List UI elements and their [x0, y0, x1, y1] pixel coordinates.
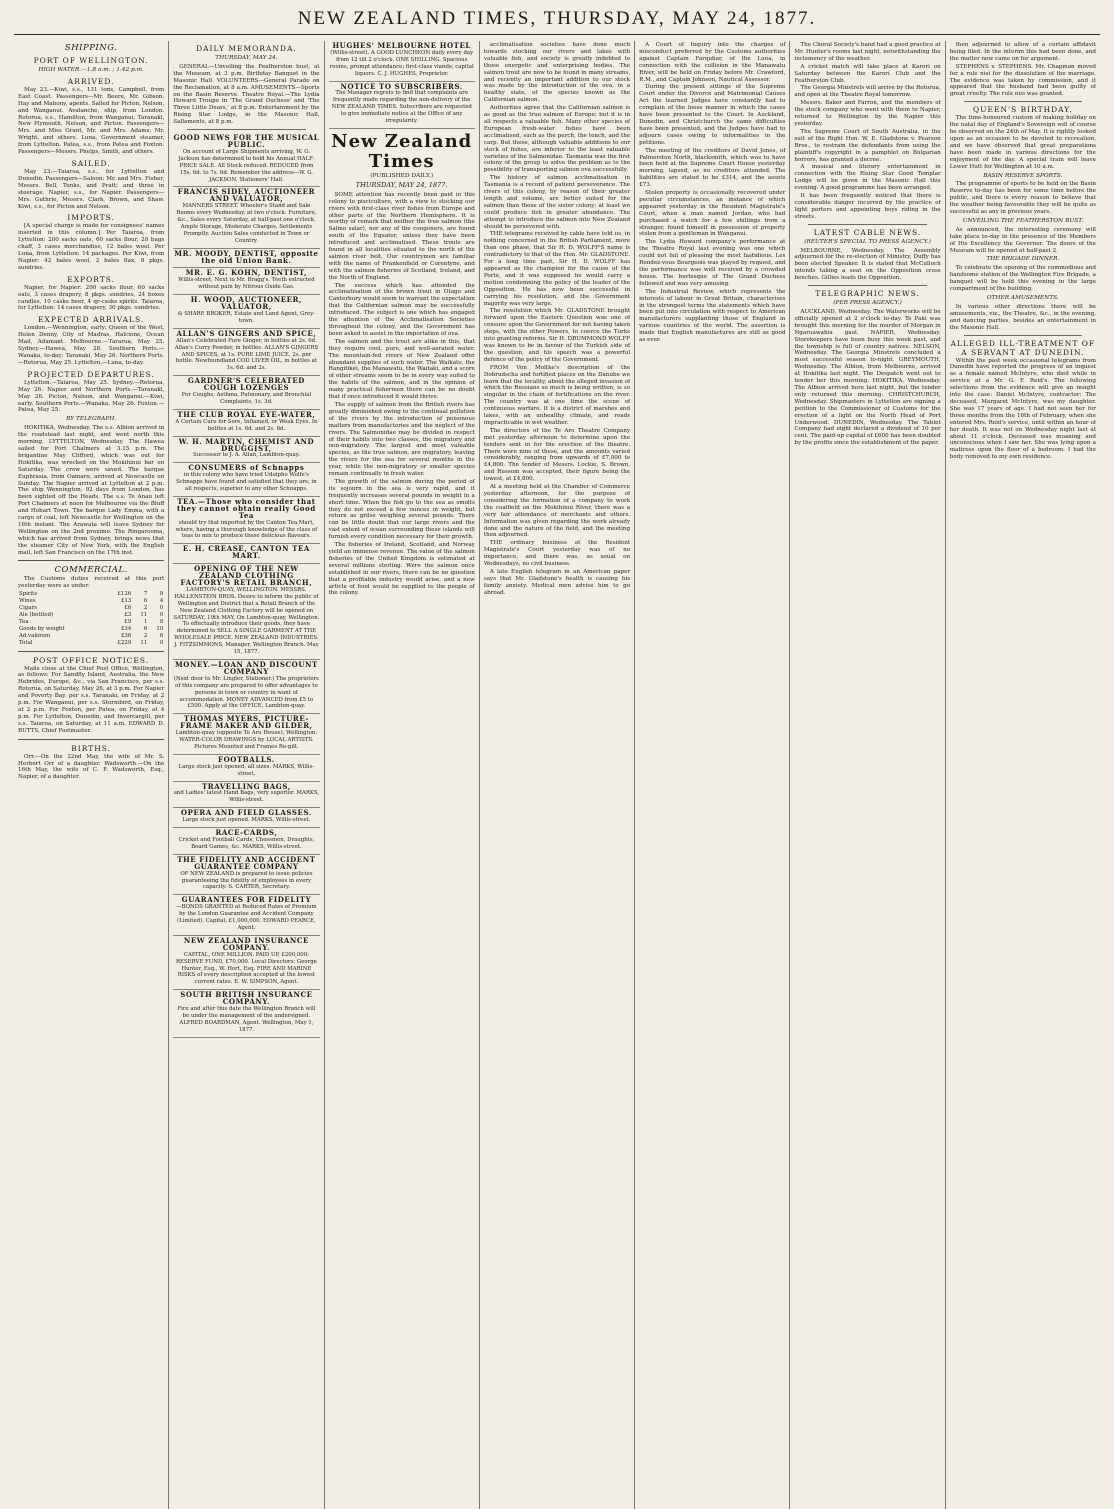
customs-cell: £126 — [117, 591, 132, 598]
advertisement — [173, 808, 319, 828]
article-paragraph: The meeting of the creditors of David Jones, of Palmerston North, blacksmith, which was to have been held at the Supreme Court House yesterday morning, lapsed, as no creditors attended. The liabilities are stated to be £314, and the assets £73. — [639, 147, 786, 189]
ad-heading: MONEY.—LOAN AND DISCOUNT COMPANY — [174, 659, 318, 676]
advertisement — [173, 990, 319, 1037]
article-paragraph: During the present sittings of the Supreme Court under the Divorce and Matrimonial Causes Act the learned Judges have constantly had to complain of the loose manner in which the cases have been presented to the Court. In Auckland, Dunedin, and Christchurch the same difficulties have been presented, and the Judges have had to adjourn cases owing to informalities in the petitions. — [639, 84, 786, 146]
daily-memoranda-text: GENERAL—Unveiling the Featherston bust, at the Museum, at 3 p.m. Birthday Banquet in the Masonic Hall. VOLUNTEERS—General Parade on the Reclamation, at 8 a.m. AMUSEMENTS—Sports on the Basin Reserve. Theatre Royal.—The Lydia Howard Troupe in 'The Grand Duchess' and 'The Three Little Dears,' at 8 p.m. Entertainment by the Rising Star Lodge, in the Masonic Hall, Sallaments, at 8 p.m. — [173, 63, 320, 126]
customs-row — [18, 640, 164, 647]
ad-body: in this colony who have tried Udolpho Wolfe's Schnapps have found and satisfied that they are, in all respects, superior to any other Schnapps. — [176, 472, 317, 493]
advertisement — [173, 249, 319, 269]
ad-body: For Coughs, Asthma, Pulmonary, and Bronchial Complaints, 1s. 3d. — [181, 392, 312, 405]
article-paragraph: Messrs. Baker and Farron, and the members of the stock company who went with them to Napier, returned to Wellington by the Napier this yesterday. — [794, 100, 941, 127]
ad-heading: E. H. CREASE, CANTON TEA MART. — [182, 544, 310, 561]
ad-heading: W. H. MARTIN, CHEMIST AND DRUGGIST, — [178, 436, 315, 453]
ad-body: Large stock just opened. MARKS, Willis-street. — [182, 817, 311, 824]
news-text-col5 — [639, 42, 785, 344]
article-paragraph: A musical and literary entertainment in connection with the Rising Star Good Templar Lodge will be given in the Masonic Hall this evening. A good programme has been arranged. — [794, 164, 941, 192]
customs-cell: 6 — [159, 632, 164, 639]
advertisement — [173, 410, 319, 437]
ad-heading: MR. E. G. KOHN, DENTIST, — [185, 268, 308, 278]
advertisement — [173, 714, 319, 755]
customs-cell: Ale (bottled) — [19, 612, 54, 618]
article-paragraph: The Choral Society's band had a good practice at Mr. Hunter's rooms last night, notwithstanding the inclemency of the weather. — [794, 42, 941, 62]
column-3 — [325, 41, 480, 1509]
article-paragraph: The success which has attended the acclimatisation of the brown trout in Otago and Canterbury would seem to warrant the expectation that the Californian salmon may be successfully introduced. The subject is one which has engaged the attention of the Acclimatisation Societies throughout the colony, and the Government has been asked to assist in the importation of ova. — [328, 282, 475, 337]
ad-body: Willis-street, Next to Mr. Bragg's. Teeth extracted without pain by Nitrous Oxide Gas. — [178, 277, 315, 291]
customs-row — [18, 619, 164, 626]
ad-body: and Ladies' latest Hand Bags, very superior. MARKS, Willis-street. — [173, 790, 320, 804]
customs-row — [18, 598, 164, 605]
customs-cell: £13 — [120, 598, 132, 605]
article-paragraph: The fisheries of Ireland, Scotland, and Norway yield an immense revenue. The value of the salmon fisheries of the United Kingdom is estimated at several millions sterling. Were the salmon once established in our rivers, there can be no question that a profitable industry would arise, and a new article of food would be supplied to the people of the colony. — [328, 542, 475, 597]
customs-cell: 11 — [140, 612, 148, 618]
advertisement — [173, 187, 319, 248]
advertisement — [173, 660, 319, 714]
ad-heading: OPENING OF THE NEW ZEALAND CLOTHING FACTORY'S RETAIL BRANCH, — [180, 564, 313, 587]
ad-heading: FRANCIS SIDEY, AUCTIONEER AND VALUATOR, — [177, 187, 316, 204]
customs-cell: Spirits — [19, 591, 38, 598]
exports-label: EXPORTS. — [67, 274, 116, 284]
column-5 — [635, 41, 790, 1509]
ad-body: Successor to J. A. Allan, Lambton-quay. — [193, 452, 300, 459]
customs-row — [18, 626, 164, 633]
customs-cell: 8 — [159, 618, 164, 625]
customs-cell: 4 — [159, 598, 164, 605]
expected-text: London.—Wennington, early; Queen of the West, Helen Denny, City of Madras, Halcione, Ocean Mail, Adamant. Melbourne.—Tararua, May 25. Sydney.—Hawea, May 28. Southern Ports.—Wanaka, to-day; Taranaki, May 26. Northern Ports.—Rotorua, May 25. Lyttelton.—Luna, to-day. — [18, 325, 165, 366]
advertisement — [173, 497, 319, 544]
customs-row — [18, 605, 164, 612]
featherston-bust-text: As announced, the interesting ceremony will take place to-day in the presence of the Members of His Excellency the Governor. The doors of the Museum will be opened at half-past 2. — [949, 226, 1096, 254]
ad-heading: THE FIDELITY AND ACCIDENT GUARANTEE COMPANY — [177, 854, 316, 871]
column-4 — [480, 41, 635, 1509]
brigade-dinner-text: To celebrate the opening of the commodious and handsome station of the Wellington Fire Brigade, a banquet will be held this evening in the large compartment of the building. — [949, 265, 1096, 293]
commercial-text: The Customs duties received at this port yesterday were as under: — [18, 576, 165, 590]
projected-label: PROJECTED DEPARTURES. — [27, 369, 155, 379]
customs-cell: 6 — [143, 598, 148, 605]
commercial-heading: COMMERCIAL. — [54, 565, 128, 576]
telegraphic-news-text: AUCKLAND, Wednesday. The Waterworks will be officially opened at 2 o'clock to-day. Te Paki was brought this morning for the murder of Morgan in Ngaruawahia gaol. NAPIER, Wednesday. Storekeepers have been busy this week past, and the township is full of country natives. NELSON, Wednesday. The Georgia Minstrels concluded a most successful season to-night. GREYMOUTH, Wednesday. The Albion, from Melbourne, arrived at Hokitika last night. The Despatch went out to tender her this morning. HOKITIKA, Wednesday. The Albion arrived here last night, but the tender only returned this morning. CHRISTCHURCH, Wednesday. Shipmasters in Lyttelton are signing a petition to the Commissioner of Customs for the erection of a light on the North Head of Port Underwood. DUNEDIN, Wednesday. The Tablet Company had eight declared a dividend of 10 per cent. The paid-up capital of £600 has been doubled by the profits since the establishment of the paper. — [794, 309, 941, 447]
advertisement — [173, 755, 319, 782]
advertisement — [173, 895, 319, 936]
ad-heading: GUARANTEES FOR FIDELITY — [181, 895, 312, 905]
article-paragraph: THE telegrams received by cable have told us, in nothing concerned in the British Parliament, more than one phase, that Sir H. D. WOLFF'S name is contradictory to that of the Hon. Mr. GLADSTONE. For a long time past, Sir H. D. WOLFF has appeared as the champion for the cause of the Porte, and it was supposed he would carry a motion condemning the policy of the leader of the Opposition. He has now been successful in carrying his resolution, and the Government majority was very large. — [483, 231, 631, 307]
advertisement — [173, 437, 319, 464]
article-paragraph: The Lydia Howard company's performance at the Theatre Royal last evening was one which could not fail of pleasing the most fastidious. Les Rendez-vous Bourgeois was played by request, and the performance was well received by a crowded house. The burlesque of The Grand Duchess followed and was very amusing. — [639, 239, 786, 287]
ad-body: Cricket and Football Cards, Chessmen, Draughts, Board Games, &c. MARKS, Willis-street. — [178, 837, 315, 850]
ad-body: On account of Large Shipments arriving, W. G. Jackson has determined to hold his Annual HALF-PRICE SALE. All Stock reduced. REDUCED from 15s. 6d. to 7s. 6d. Remember the address—W. G. JACKSON, Stationers' Hall. — [178, 148, 315, 183]
basin-reserve-text: The programme of sports to be held on the Basin Reserve to-day has been for some time before the public, and there is every reason to believe that the weather being favourable they will be quite as successful as any in previous years. — [949, 181, 1096, 216]
telegraphic-news-heading: TELEGRAPHIC NEWS. — [815, 289, 920, 299]
columns — [14, 41, 1100, 1509]
high-water: HIGH WATER.—1.8 a.m. ; 1.42 p.m. — [38, 67, 144, 73]
daily-memoranda-heading: DAILY MEMORANDA. — [196, 44, 297, 53]
brigade-dinner-heading: THE BRIGADE DINNER. — [986, 256, 1060, 263]
ad-body: CAPITAL, ONE MILLION. PAID UP, £200,000; RESERVE FUND, £70,000. Local Directors: George Hunter, Esq., W. Hort, Esq. FIRE AND MARINE RISKS of every description accepted at the lowest current rates. E. W. SIMPSON, Agent. — [175, 951, 317, 986]
ad-heading: SOUTH BRITISH INSURANCE COMPANY. — [180, 990, 313, 1007]
article-paragraph: The directors of the Te Aro Theatre Company met yesterday afternoon to determine upon the tenders sent in for the erection of the theatre. There were nine of these, and the amounts varied considerably, ranging from upwards of £7,000 to £4,800. The tender of Messrs. Lockie, S. Brown, and Russom was accepted, their figure being the lowest, at £4,800. — [483, 427, 631, 483]
article-paragraph: SOME attention has recently been paid in this colony to pisciculture, with a view to stocking our rivers with first-class river fishes from Europe and other parts of the Northern Hemisphere. It is worthy of remark that neither the true salmon (the Salmo salar), nor any of the congeners, are found south of the Equator, unless they have been introduced and acclimatised. These trouts are found in all localities situated to the north of the salmon river belt. Our countrymen are familiar with the name of Frankenfield or Corentyne, and with the salmon fisheries of Scotland, Ireland, and the North of England. — [328, 191, 475, 281]
article-paragraph: Authorities agree that the Californian salmon is as good as the true salmon of Europe; but it is in all respects a valuable fish. Many other species of European fresh-water fishes have been acclimatised, such as the perch, the tench, and the carp. But these, although valuable additions to our stock of fishes, are inferior to the least valuable varieties of the Salmonidae. Tasmania was the first colony of the group to solve the problem as to the possibility of transporting salmon ova successfully. — [483, 105, 631, 174]
ad-body: (Willis-street). A GOOD LUNCHEON daily every day from 12 till 2 o'clock. ONE SHILLING. Spacious rooms, prompt attendance; first-class viands; capital liquors. C. J. HUGHES, Proprietor. — [329, 49, 474, 77]
customs-cell: 0 — [159, 605, 164, 612]
ad-body: Fire and after this date the Wellington Branch will be under the management of the undersigned. ALFRED BOARDMAN, Agent. Wellington, May 1, 1877. — [177, 1006, 316, 1033]
ad-body: A Certain Cure for Sore, Inflamed, or Weak Eyes. In bottles at 1s. 6d. and 2s. 6d. — [175, 418, 318, 432]
article-paragraph: A late English telegram in an American paper says that Mr. Gladstone's health is causing his family anxiety. Medical men advise him to go abroad. — [483, 568, 631, 596]
advertisement — [173, 268, 319, 295]
imports-text: [A special charge is made for consignees' names inserted in this column.] Per Taiaroa, from Lyttelton: 200 sacks oats, 60 sacks flour, 20 bags chaff, 3 cases merchandise, 12 bales wool. Per Luna, from Lyttelton: 14 packages. Per Kiwi, from Napier: 42 bales wool, 2 bales flax, 9 pkgs. sundries. — [18, 223, 165, 271]
alleged-ill-treatment-text: Within the past week occasional telegrams from Dunedin have reported the progress of an inquest as a female named McIntyre, who died while in service at a Mr. G. F. Reid's. The following selections from the evidence will give an insight into the case: Daniel McIntyre, contractor: The deceased, Margaret McIntyre, was my daughter. She was 17 years of age. I had not seen her for three months from the 16th of February, when she entered Mrs. Reid's service, until within an hour of her death. It was not on Wednesday night last at about 11 o'clock. Deceased was moaning and unconscious when I saw her. She was lying upon a mattress upon the floor of a bedroom. I had the body removed to my own residence. — [949, 357, 1096, 461]
customs-cell: £229 — [117, 639, 132, 646]
court-text — [950, 42, 1096, 98]
telegraph-text: HOKITIKA, Wednesday. The s.s. Albion arrived in the roadstead last night, and went north this morning. LYTTELTON, Wednesday. The Hawea sailed for Port Chalmers at 3.15 p.m. The brigantine May Clifford, which was out for Hokitika, was wrecked on the Mokihinui bar on Saturday. The crew were saved. The barque Euphrasia, from Oamaru, arrived at Newcastle on Sunday. The Napier arrived at Lyttelton at 2 p.m. The ship Wennington, 92 days from London, has been sighted off the Heads. The s.s. Te Anau left Port Chalmers at noon for Melbourne via the Bluff and Hobart Town. The barque Lady Emma, with a cargo of coal, left Newcastle for Wellington on the 16th instant. The Arawata will leave Sydney for Wellington on the 2nd proximo. The Ringarooma, which has arrived from Sydney, brings news that the steamer City of New York, with the English mail, left San Francisco on the 17th inst. — [18, 425, 165, 556]
ad-body: (Next door to Mr. Lingler, Stationer.) The proprietors of this company are prepared to offer advantages to persons in town or country in want of accommodation. MONEY ADVANCED from £5 to £500. Apply at the OFFICE, Lambton-quay. — [173, 675, 319, 710]
column-2 — [169, 41, 324, 1509]
ad-body: Lambton-quay (opposite Te Aro House), Wellington. WATER-COLOR DRAWINGS by LOCAL ARTISTS. Pictures Mounted and Frames Re-gilt. — [175, 730, 318, 750]
published-daily: (PUBLISHED DAILY.) — [370, 172, 434, 179]
paper-title: New Zealand Times — [331, 130, 473, 172]
customs-row — [18, 591, 164, 598]
advertisement — [329, 41, 475, 82]
article-paragraph: The history of salmon acclimatisation in Tasmania is a record of patient perseverance. The rivers of this colony, by reason of their greater length and volume, are better suited for the salmon than those of the sister colony; at least we could produce fish in greater abundance. The attempt to introduce the salmon into New Zealand should be persevered with. — [483, 175, 631, 230]
ad-heading: THE CLUB ROYAL EYE-WATER, — [177, 409, 316, 419]
queens-birthday-text: The time-honoured custom of making holiday on the natal day of England's Sovereign will of course be observed on the 24th of May. It is rightly looked upon as an occasion to be devoted to recreation, and we have observed that great preparations have been made in various directions for the enjoyment of the day. A special train will leave Lower Hutt for Wellington at 10 a.m. — [949, 115, 1096, 170]
article-paragraph: acclimatisation societies have done much towards stocking our rivers and lakes with valuable fish, and society is greatly indebted to those energetic and enterprising bodies. The salmon trout are now to be found in many streams, and recently an important addition to our stock was made by the introduction of the ova, in a healthy state, of the species known as the Californian salmon. — [483, 42, 631, 104]
ad-heading: NEW ZEALAND INSURANCE COMPANY. — [183, 935, 309, 952]
advertisement — [173, 782, 319, 809]
advertisement — [173, 376, 319, 410]
telegraphic-news-sub: (PER PRESS AGENCY.) — [833, 300, 902, 307]
ad-heading: OPERA AND FIELD GLASSES. — [180, 808, 312, 818]
column-6 — [790, 41, 945, 1509]
customs-cell: Goods by weight — [19, 625, 65, 632]
article-paragraph: The Supreme Court of South Australia, in the suit of the Right Hon. W. E. Gladstone v. Pearson Bros., to restrain the defendants from using the plaintiff's copyright in a pamphlet on Bulgarian horrors, has granted a decree. — [794, 128, 941, 163]
ad-body: & SHARE BROKER, Estate and Land Agent, Grey-town. — [177, 311, 316, 324]
daily-memoranda-date: THURSDAY, MAY 24. — [215, 55, 278, 61]
customs-cell: Wines — [19, 598, 36, 605]
article-paragraph: The supply of salmon from the British rivers has greatly diminished owing to the continual pollution of the rivers by the introduction of poisonous matters from manufactories and the neglect of the rivers. The Salmonidae may be divided in respect of their habits into two classes, the migratory and non-migratory. The largest and most valuable species, as the true salmon, are migratory, leaving the rivers for the sea for several months in the year, while the non-migratory or smaller species remain continually in fresh water. — [328, 401, 475, 478]
customs-cell: 2 — [143, 605, 148, 612]
ad-heading: GARDNER'S CELEBRATED COUGH LOZENGES — [187, 376, 305, 393]
advertisement — [173, 855, 319, 896]
customs-cell: £3 — [124, 612, 132, 618]
ad-body: Allan's Celebrated Pure Ginger, in bottles at 2s. 6d. Allan's Curry Powder, in bottles. ALLAN'S GINGERS AND SPICES, at 1s. PURE LIME JUICE, 2s. per bottle. Newfoundland COD LIVER OIL, in bottles at 1s. 6d. and 2s. — [174, 337, 319, 372]
article-paragraph: THE ordinary business at the Resident Magistrate's Court yesterday was of no importance, and there was, as usual on Wednesdays, no civil business. — [483, 540, 631, 568]
article-paragraph: FROM Von Moltke's description of the Dobrudscha and fortified places on the Danube we learn that the locality, about the alleged invasion of which the Russians so much is being written, is so singular in the chain of fortifications on the river. The country was at one time the scene of continuous warfare. It is a district of marshes and lakes, with an unhealthy climate, and roads impracticable in wet weather. — [483, 364, 631, 426]
ad-heading: RACE-CARDS, — [215, 828, 278, 838]
exports-text: Napier, for Napier: 200 sacks flour, 60 sacks oats, 3 cases drapery, 8 pkgs. sundries, 24 boxes candles, 10 casks beer, 4 qr-casks spirits. Taiaroa, for Lyttelton: 14 cases drapery, 30 pkgs. sundries. — [18, 284, 165, 312]
customs-cell: 1 — [143, 618, 148, 625]
news-text-col4 — [484, 42, 630, 597]
article-paragraph: The Industrial Review, which represents the interests of labour in Great Britain, characterises in the strongest terms the statements which have been put into circulation with respect to American manufacturers supplanting those of England in various countries of the world. The assertion is made that English manufactures are still as good as ever. — [639, 288, 786, 344]
alleged-ill-treatment-heading: ALLEGED ILL-TREATMENT OF A SERVANT AT DUNEDIN. — [950, 338, 1096, 357]
customs-cell: £9 — [124, 618, 132, 625]
cable-news-sub: (REUTER'S SPECIAL TO PRESS AGENCY.) — [804, 238, 931, 245]
sailed-label: SAILED. — [71, 158, 111, 168]
article-paragraph: STEPHENS v. STEPHENS. Mr. Chapman moved for a rule nisi for the dissolution of the marriage. The evidence was taken by commission, and it appeared that the husband had been guilty of great cruelty. The rule nisi was granted. — [949, 63, 1096, 98]
port-heading: PORT OF WELLINGTON. — [33, 56, 149, 65]
customs-cell: 0 — [159, 612, 164, 618]
customs-cell: 10 — [156, 625, 164, 632]
customs-cell: 11 — [140, 639, 148, 646]
ad-body: MANNERS STREET. Wheeler's Stand and Sale Rooms every Wednesday, at two o'clock. Furniture, &c., Sales every Saturday, at half-past one o'clock. Ample Storage, Moderate Charges, Settlements Promptly. Auction Sales conducted in Town or Country. — [176, 203, 317, 244]
ad-heading: CONSUMERS of Schnapps — [188, 463, 305, 473]
expected-label: EXPECTED ARRIVALS. — [38, 315, 145, 325]
advertisements-col2 — [173, 133, 319, 1038]
imports-label: IMPORTS. — [67, 213, 115, 223]
editorial-text — [329, 192, 475, 598]
customs-cell: Ad valorem — [19, 632, 51, 639]
advertisements-col3 — [329, 41, 475, 129]
article-paragraph: then adjourned to allow of a certain affidavit being filed. In the interim this had been done, and the matter now came on for argument. — [949, 42, 1096, 62]
customs-cell: 6 — [143, 625, 148, 632]
ad-body: —BONDS GRANTED at Reduced Rates of Premium by the London Guarantee and Accident Company (Limited). Capital, £1,000,000. EDWARD PEARCE, Agent. — [176, 904, 317, 931]
customs-cell: 2 — [143, 632, 148, 639]
telegraph-label: BY TELEGRAPH. — [66, 416, 117, 423]
article-paragraph: It has been frequently noticed that there is considerable danger incurred by the practice of light porters and appointing boys riding in the streets. — [794, 193, 941, 220]
column-7 — [946, 41, 1100, 1509]
ad-body: OF NEW ZEALAND is prepared to issue policies guaranteeing the fidelity of employees in every capacity. S. CARTER, Secretary. — [180, 870, 313, 891]
customs-cell: Cigars — [19, 605, 37, 612]
customs-cell: Tea — [19, 618, 29, 625]
article-paragraph: The growth of the salmon during the period of its sojourn in the sea is very rapid, and it frequently increases several pounds in weight in a short time. When the fish go to the sea as smolts they do not exceed a few ounces in weight, but return as grilse weighing several pounds. There can be little doubt that our large rivers and the vast extent of ocean surrounding these islands will furnish every condition necessary for their growth. — [328, 478, 475, 541]
customs-row — [18, 612, 164, 619]
editorial-date: THURSDAY, MAY 24, 1877. — [355, 180, 448, 189]
births-heading: BIRTHS. — [71, 743, 112, 753]
customs-cell: 0 — [159, 639, 164, 646]
customs-cell: £34 — [120, 625, 132, 632]
news-text-col6 — [794, 42, 940, 221]
arrived-label: ARRIVED. — [67, 76, 115, 86]
customs-row — [18, 633, 164, 640]
masthead: NEW ZEALAND TIMES, THURSDAY, MAY 24, 1877. — [14, 8, 1100, 35]
queens-birthday-heading: QUEEN'S BIRTHDAY. — [973, 105, 1073, 115]
article-paragraph: A cricket match will take place at Karori on Saturday between the Karori Club and the Featherston Club. — [794, 63, 941, 84]
ad-body: Large stock just opened, all sizes. MARKS, Willis-street. — [178, 763, 315, 777]
births-text: Orr.—On the 22nd May, the wife of Mr. S. Herbert Orr of a daughter. Wadsworth.—On the 16th May, the wife of C. F. Wadsworth, Esq., Napier, of a daughter. — [18, 753, 165, 781]
advertisement — [173, 564, 319, 660]
ad-heading: TRAVELLING BAGS, — [202, 781, 291, 791]
ad-body: LAMBTON-QUAY, WELLINGTON. MESSRS. HALLENSTEIN BROS. Desire to inform the public of Wellington and District that a Retail Branch of the New Zealand Clothing Factory will be opened on SATURDAY, 19th MAY, On Lambton-quay, Wellington. To effectually introduce their goods, they have determined to SELL A SINGLE GARMENT AT THE WHOLESALE PRICE. NEW ZEALAND INDUSTRIES. J. FITZSIMMONS, Manager, Wellington Branch. May 15, 1877. — [173, 586, 320, 656]
advertisement — [173, 133, 319, 187]
customs-cell: £6 — [124, 605, 132, 612]
arrived-text: May 23.—Kiwi, s.s., 131 tons, Campbell, from East Coast. Passengers—Mr. Beere, Mr. Gibson. Hay and Mahony, agents. Sailed for Picton, Nelson, and Wanganui. Avalanche, ship, from London. Rotorua, s.s., Hamilton, from Wanganui, Taranaki, New Plymouth, Nelson, and Picton. Passengers—Mrs. and Miss Grant, Mr. and Mrs. Adams, Mr. Wright, and others. Luna, Government steamer, from Lyttelton. Patea, s.s., from Patea and Foxton. Passengers—Messrs. Phelps, Smith, and others. — [18, 86, 165, 156]
customs-cell: Total — [19, 639, 33, 646]
article-paragraph: At a meeting held at the Chamber of Commerce yesterday afternoon, for the purpose of considering the formation of a company to work the coalfield on the Mokihinui River, there was a very fair attendance of merchants and others. Information was given regarding the work already done and the nature of the field, and the meeting then adjourned. — [483, 484, 631, 539]
advertisement — [173, 544, 319, 564]
cable-news-heading: LATEST CABLE NEWS. — [813, 227, 922, 237]
featherston-bust-heading: UNVEILING THE FEATHERSTON BUST. — [962, 217, 1084, 224]
ad-heading: THOMAS MYERS, PICTURE-FRAME MAKER AND GILDER, — [180, 714, 313, 731]
article-paragraph: The Georgia Minstrels will arrive by the Rotorua, and open at the Theatre Royal tomorrow. — [794, 85, 941, 99]
ad-heading: HUGHES' MELBOURNE HOTEL — [332, 41, 471, 50]
customs-table — [18, 591, 164, 646]
ad-heading: H. WOOD, AUCTIONEER, VALUATOR, — [190, 295, 303, 312]
ad-heading: MR. MOODY, DENTIST, opposite the old Union Bank. — [174, 248, 319, 265]
customs-cell: £36 — [120, 632, 132, 639]
basin-reserve-heading: BASIN RESERVE SPORTS. — [983, 172, 1063, 179]
advertisement — [173, 828, 319, 855]
other-amusements-heading: OTHER AMUSEMENTS. — [986, 295, 1059, 301]
ad-heading: FOOTBALLS. — [218, 754, 275, 764]
sailed-text: May 23.—Taiaroa, s.s., for Lyttelton and Dunedin. Passengers—Saloon: Mr. and Mrs. Fisher, Messrs. Bell, Tonks, and Pratt; and three in steerage. Napier, s.s., for Napier. Passengers—Mrs. Guthrie, Messrs. Clark, Brown, and Shaw. Kiwi, s.s., for Picton and Nelson. — [18, 168, 165, 210]
article-paragraph: Stolen property is occasionally recovered under peculiar circumstances, an instance of which appeared yesterday in the Resident Magistrate's Court, when a man named Jordan, who had purchased a watch for a few shillings from a stranger, found himself in possession of property stolen from a gentleman in Wanganui. — [639, 190, 786, 238]
column-1 — [14, 41, 169, 1509]
ad-heading: GOOD NEWS FOR THE MUSICAL PUBLIC. — [173, 133, 320, 149]
cable-news-text: MELBOURNE, Wednesday. The Assembly adjourned for the re-election of Ministry. Duffy has been elected Speaker. It is stated that McCulloch intends taking a seat on the Opposition cross benches. Gillies leads the Opposition. — [794, 247, 941, 282]
ad-body: should try that imported by the Canton Tea Mart, where, having a thorough knowledge of the class of teas to mix to produce these delicious flavours. — [175, 519, 318, 540]
shipping-heading: SHIPPING. — [64, 43, 118, 53]
ad-heading: ALLAN'S GINGERS AND SPICE, — [176, 328, 317, 338]
article-paragraph: The salmon and the trout are alike in this, that they require cool, pure, and well-aerated water. The mountain-fed rivers of New Zealand offer abundant supplies of such water. The Waikato, the Rangitikei, the Manawatu, the Waitaki, and a score of other streams seem to be in every way suited to the habits of the salmon, and in the opinion of many practical fishermen there can be no doubt that if once introduced it would thrive. — [328, 338, 475, 401]
advertisement — [173, 329, 319, 376]
post-office-text: Mails close at the Chief Post Office, Wellington, as follows: For Sandfly Island, Australia, the New Hebrides, Europe, &c., via San Francisco, per s.s. Rotorua, on Saturday, May 26, at 3 p.m. For Napier and Poverty Bay, per s.s. Taranaki, on Friday, at 2 p.m. For Wanganui, per s.s. Stormbird, on Friday, at 2 p.m. For Foxton, per Patea, on Friday, at 4 p.m. For Lyttelton, Dunedin, and Invercargill, per s.s. Taiaroa, on Saturday, at 11 a.m. EDWARD D. BUTTS, Chief Postmaster. — [18, 665, 165, 734]
advertisement — [173, 936, 319, 990]
customs-cell: 8 — [159, 591, 164, 598]
advertisement — [173, 295, 319, 329]
post-office-heading: POST OFFICE NOTICES. — [33, 655, 150, 665]
article-paragraph: A Court of Inquiry into the charges of misconduct preferred by the Customs authorities against Captain Farquhar, of the Luna, in connection with the collision in the Manawatu River, will be held on Friday before Mr. Crawford, R.M., and Captain Johnson, Nautical Assessor. — [639, 42, 786, 83]
article-paragraph: The resolution which Mr. GLADSTONE brought forward upon the Eastern Question was one of censure upon the Government for not having taken steps, with the other Powers, to coerce the Turks into granting reforms. Sir H. DRUMMOND WOLFF was known to be in favour of the Turkish side of the question, and his speech was a powerful defence of the policy of the Government. — [483, 308, 631, 363]
advertisement — [173, 463, 319, 497]
advertisement — [329, 82, 475, 129]
projected-text: Lyttelton.—Taiaroa, May 25. Sydney.—Rotorua, May 26. Napier and Northern Ports.—Taranaki, May 26. Picton, Nelson, and Wanganui.—Kiwi, early. Southern Ports.—Wanaka, May 26. Foxton.—Patea, May 25. — [18, 379, 165, 414]
customs-cell: 7 — [143, 591, 148, 598]
ad-heading: TEA.—Those who consider that they cannot obtain really Good Tea — [177, 496, 316, 520]
ad-body: The Manager regrets to find that complaints are frequently made regarding the non-delivery of the NEW ZEALAND TIMES. Subscribers are requested to give immediate notice at the Office of any irregularity. — [331, 90, 472, 125]
other-amusements-text: In various other directions there will be amusements, viz., the Theatre, &c., in the evening, and dancing parties, besides an entertainment in the Masonic Hall. — [949, 303, 1096, 331]
ad-heading: NOTICE TO SUBSCRIBERS. — [340, 81, 463, 91]
